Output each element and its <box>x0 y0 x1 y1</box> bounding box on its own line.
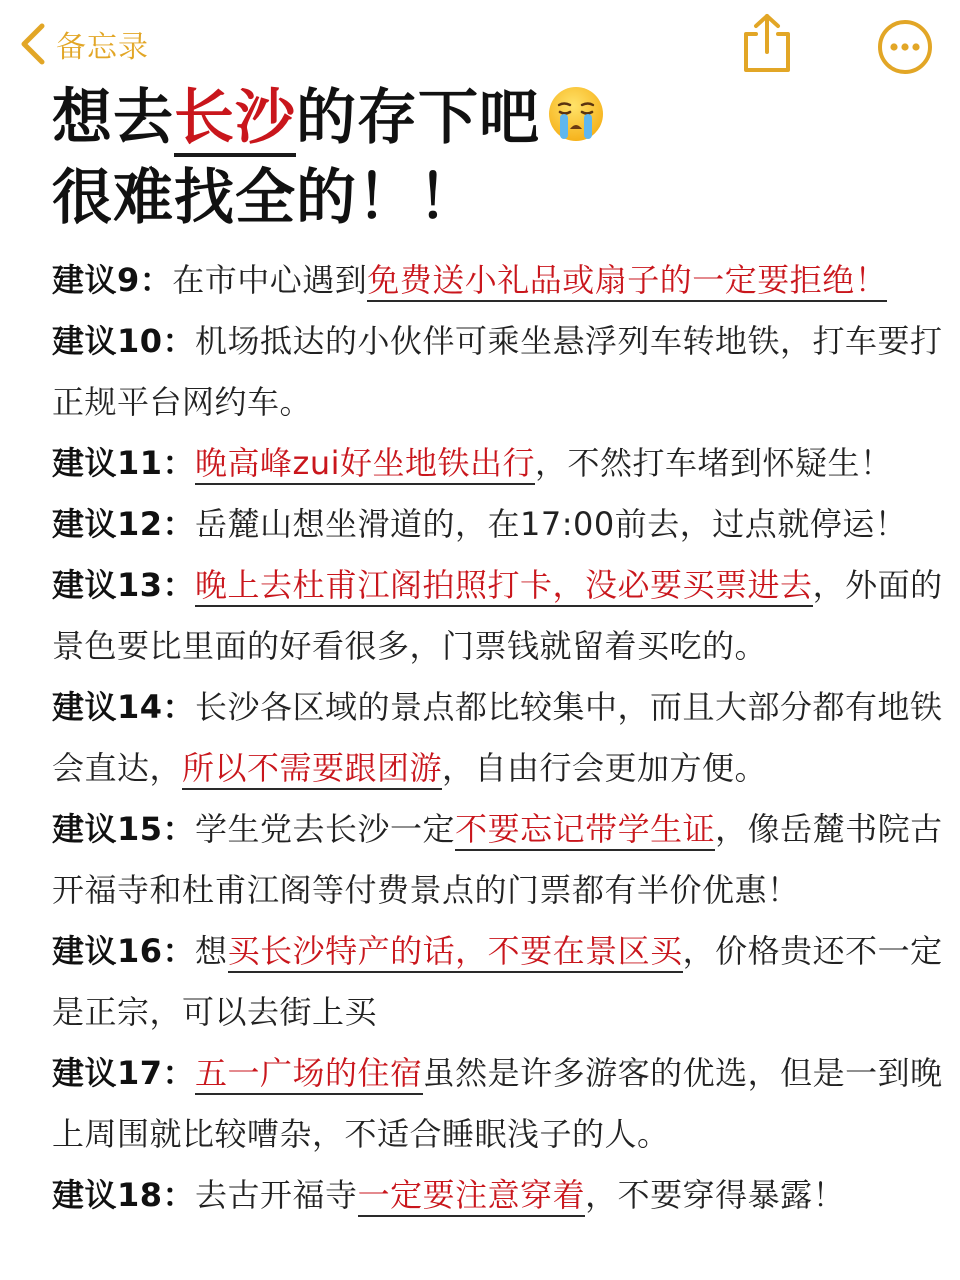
tip-text: ，不然打车堵到怀疑生！ <box>535 444 893 482</box>
crying-face-emoji-icon <box>546 84 606 144</box>
chevron-left-icon <box>18 22 48 66</box>
tip-highlight-text: 晚高峰zui好坐地铁出行 <box>195 444 535 485</box>
tip-text: 学生党去长沙一定 <box>195 810 456 848</box>
tip-item <box>52 799 944 921</box>
title-text-before: 想去 <box>52 83 174 153</box>
tip-label: 建议16： <box>52 932 196 970</box>
back-label: 备忘录 <box>56 30 149 65</box>
tip-item <box>52 494 944 555</box>
tip-label: 建议13： <box>52 566 196 604</box>
tip-highlight-text: 晚上去杜甫江阁拍照打卡，没必要买票进去 <box>195 566 813 607</box>
tip-label: 建议17： <box>52 1054 196 1092</box>
tip-item <box>52 311 944 433</box>
tip-item <box>52 1043 944 1165</box>
tip-text: ，像岳麓书院古开福寺和杜甫江阁等付费景点的门票都有半价优惠！ <box>52 810 943 909</box>
tip-label: 建议18： <box>52 1176 196 1214</box>
tip-highlight-text: 所以不需要跟团游 <box>182 749 442 790</box>
tip-highlight-text: 五一广场的住宿 <box>195 1054 423 1095</box>
tip-text: ，价格贵还不一定是正宗，可以去街上买 <box>52 932 943 1031</box>
tip-item <box>52 433 944 494</box>
tip-highlight-text: 免费送小礼品或扇子的一定要拒绝！ <box>367 261 887 302</box>
page-title <box>52 78 932 238</box>
tip-text: ，不要穿得暴露！ <box>585 1176 846 1214</box>
tip-text: ，外面的景色要比里面的好看很多，门票钱就留着买吃的。 <box>52 566 943 665</box>
title-text-after: 的存下吧 <box>296 83 540 153</box>
tip-text: 机场抵达的小伙伴可乘坐悬浮列车转地铁，打车要打正规平台网约车。 <box>52 322 943 421</box>
more-icon[interactable] <box>876 18 934 76</box>
tip-item <box>52 677 944 799</box>
tip-label: 建议10： <box>52 322 196 360</box>
share-icon[interactable] <box>740 12 794 74</box>
tip-item <box>52 250 944 311</box>
tip-label: 建议14： <box>52 688 196 726</box>
tip-item <box>52 1165 944 1226</box>
tip-text: 想 <box>195 932 228 970</box>
tip-text: 去古开福寺 <box>195 1176 358 1214</box>
tip-highlight-text: 不要忘记带学生证 <box>455 810 715 851</box>
tip-item <box>52 555 944 677</box>
title-highlight-city: 长沙 <box>174 83 296 157</box>
tips-list <box>52 250 944 1226</box>
tip-text: ，自由行会更加方便。 <box>442 749 768 787</box>
tip-highlight-text: 一定要注意穿着 <box>358 1176 586 1217</box>
tip-item <box>52 921 944 1043</box>
title-line-1 <box>52 78 932 158</box>
tip-text: 在市中心遇到 <box>172 261 368 299</box>
top-navigation-bar <box>0 0 960 90</box>
tip-text: 岳麓山想坐滑道的，在17:00前去，过点就停运！ <box>195 505 908 543</box>
tip-label: 建议15： <box>52 810 196 848</box>
tip-label: 建议9： <box>52 261 173 299</box>
tip-text: 长沙各区域的景点都比较集中，而且大部分都有地铁会直达， <box>52 688 943 787</box>
tip-text: 虽然是许多游客的优选，但是一到晚上周围就比较嘈杂，不适合睡眠浅子的人。 <box>52 1054 943 1153</box>
tip-highlight-text: 买长沙特产的话，不要在景区买 <box>228 932 683 973</box>
tip-label: 建议11： <box>52 444 196 482</box>
tip-label: 建议12： <box>52 505 196 543</box>
title-line-2: 很难找全的！！ <box>52 163 479 233</box>
back-button[interactable] <box>18 22 149 66</box>
